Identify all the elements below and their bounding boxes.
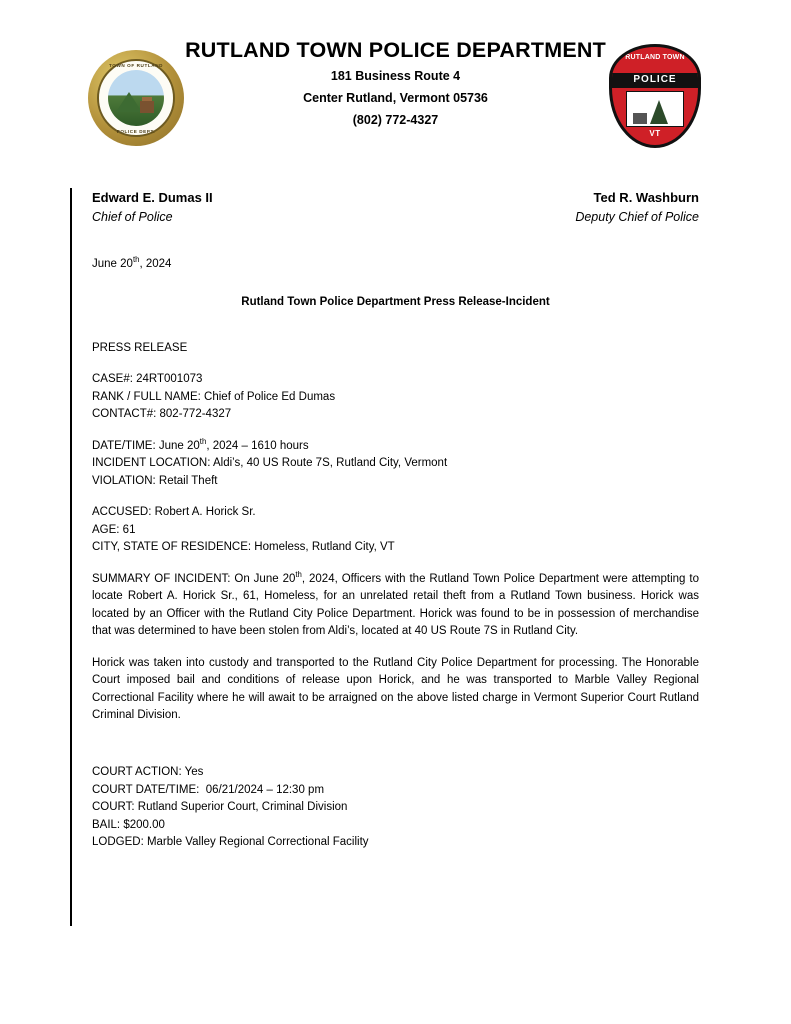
document-date-prefix: June 20 [92,258,133,270]
left-vertical-divider [70,188,72,926]
document-date-ordinal: th [132,255,140,265]
deputy-chief-name: Ted R. Washburn [593,190,699,205]
incident-date-ordinal: th [199,437,207,447]
letterhead-text [116,38,676,129]
letterhead [0,0,791,140]
incident-date-time-suffix: , 2024 – 1610 hours [206,439,309,452]
accused-age: AGE: 61 [92,523,136,536]
chief-role: Chief of Police [92,209,173,224]
lodged-facility: LODGED: Marble Valley Regional Correctional Facility [92,836,369,849]
patch-scene-graphic [626,91,684,127]
deputy-chief-role: Deputy Chief of Police [575,209,699,224]
patch-band-text: POLICE [633,74,677,85]
court-date-time: COURT DATE/TIME: 06/21/2024 – 12:30 pm [92,783,325,796]
document-date-suffix: , 2024 [139,258,172,270]
summary-prefix: SUMMARY OF INCIDENT: On June 20 [92,572,296,585]
patch-bottom-text: VT [649,129,661,138]
section-spacer [92,738,699,764]
police-patch-icon [609,44,701,148]
bail-amount: BAIL: $200.00 [92,818,165,831]
press-release-label: PRESS RELEASE [92,342,188,354]
address-line-1: 181 Business Route 4 [330,68,461,83]
incident-location: INCIDENT LOCATION: Aldi’s, 40 US Route 7S, Rutland City, Vermont [92,457,448,470]
document-date [92,255,699,270]
town-seal-icon [88,50,184,146]
court-name: COURT: Rutland Superior Court, Criminal Division [92,801,348,814]
incident-date-time-prefix: DATE/TIME: June 20 [92,439,200,452]
chief-block [92,188,213,226]
chief-name: Edward E. Dumas II [92,190,213,205]
case-info-block [92,371,699,423]
phone-number: (802) 772-4327 [352,112,439,127]
court-action: COURT ACTION: Yes [92,766,204,779]
seal-bottom-text: POLICE DEPT. [116,129,156,134]
accused-name: ACCUSED: Robert A. Horick Sr. [92,506,256,519]
violation: VIOLATION: Retail Theft [92,474,218,487]
case-number: CASE#: 24RT001073 [92,373,203,386]
department-name: RUTLAND TOWN POLICE DEPARTMENT [185,38,606,62]
rank-full-name: RANK / FULL NAME: Chief of Police Ed Dumas [92,390,336,403]
contact-number: CONTACT#: 802-772-4327 [92,408,232,421]
incident-info-block [92,438,699,490]
summary-body: , 2024, Officers with the Rutland Town Police Department were attempting to locate Robert A. Horick Sr., 61, Homeless, for an unrelated retail theft from a Rutland Town business. Horick was located by an Officer with the Rutland City Police Department. Horick was found to be in possession of merchandise that was determined to have been stolen from Aldi’s, located at 40 US Route 7S in Rutland City. [92,572,699,638]
deputy-chief-block [575,188,699,226]
patch-top-text: RUTLAND TOWN [625,54,685,61]
seal-top-text: TOWN OF RUTLAND [108,63,164,68]
court-info-block [92,764,699,851]
document-body [92,255,699,866]
summary-date-ordinal: th [295,569,302,579]
document-subject: Rutland Town Police Department Press Release-Incident [241,296,550,308]
summary-paragraph [92,571,699,641]
incident-date-time [92,438,699,455]
address-line-2: Center Rutland, Vermont 05736 [303,90,488,105]
accused-info-block [92,504,699,556]
officials-row [92,188,699,226]
custody-paragraph: Horick was taken into custody and transported to the Rutland City Police Department for processing. The Honorable Court imposed bail and conditions of release upon Horick, and he was transported to Marble Valley Regional Correctional Facility where he will await to be arraigned on the above listed charge in Vermont Superior Court Rutland Criminal Division. [92,656,699,721]
accused-residence: CITY, STATE OF RESIDENCE: Homeless, Rutland City, VT [92,541,395,554]
